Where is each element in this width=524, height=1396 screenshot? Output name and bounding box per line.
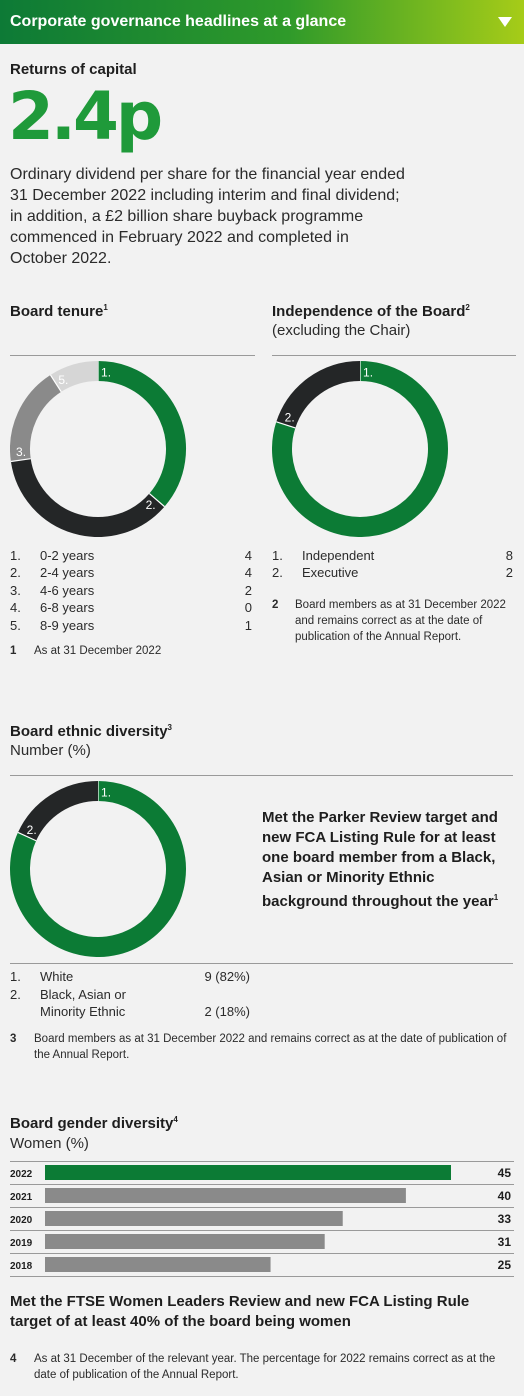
bar: [45, 1257, 271, 1272]
legend-item: 2. Executive 2: [272, 565, 513, 580]
bar-category-label: 2019: [10, 1238, 33, 1249]
header-title: Corporate governance headlines at a glance: [10, 13, 347, 30]
legend-item: 1. Independent 8: [272, 548, 513, 563]
gender-bar-chart: [10, 1161, 514, 1278]
donut-slice: [27, 791, 98, 837]
ethnic-rule: [10, 775, 513, 776]
bar-value-label: 31: [497, 1235, 511, 1249]
legend-item: 3. 4-6 years 2: [10, 583, 252, 598]
slice-label: 5.: [58, 373, 69, 388]
bar-category-label: 2020: [10, 1215, 33, 1226]
slice-label: 2.: [26, 822, 37, 837]
returns-description: Ordinary dividend per share for the financial year ended 31 December 2022 including interim and final dividend; in addition, a £2 billion share buyback programme commenced in February 2022 and completed in October 2022.: [10, 166, 405, 267]
bar-value-label: 40: [497, 1189, 511, 1203]
independence-heading: Independence of the Board$^2$: [272, 303, 470, 320]
bar-category-label: 2018: [10, 1261, 33, 1272]
donut-slice: [98, 371, 176, 500]
gender-subheading: Women (%): [10, 1135, 89, 1152]
slice-label: 1.: [101, 785, 112, 800]
legend-item: 1. 0-2 years 4: [10, 548, 252, 563]
donut-slice: [286, 371, 360, 425]
chevron-down-icon[interactable]: [498, 17, 512, 27]
bar-value-label: 33: [497, 1212, 511, 1226]
ethnic-subheading: Number (%): [10, 742, 91, 759]
bar: [45, 1165, 451, 1180]
legend-item: 2. Black, Asian or: [10, 987, 126, 1002]
tenure-heading: Board tenure$^1$: [10, 303, 108, 320]
legend-item: 2. 2-4 years 4: [10, 565, 252, 580]
independence-donut-chart: [272, 361, 452, 537]
slice-label: 2.: [145, 498, 156, 513]
gender-heading: Board gender diversity$^4$: [10, 1115, 178, 1132]
slice-label: 2.: [284, 410, 295, 425]
bar-value-label: 45: [497, 1166, 511, 1180]
slice-label: 1.: [363, 365, 374, 380]
donut-slice: [21, 460, 157, 527]
independence-rule: [272, 355, 516, 356]
bar-category-label: 2021: [10, 1192, 33, 1203]
slice-label: 3.: [16, 444, 27, 459]
legend-item: 4. 6-8 years 0: [10, 600, 252, 615]
bar: [45, 1188, 406, 1203]
section-header[interactable]: [0, 0, 524, 44]
legend-item: 1. White 9 (82%): [10, 969, 250, 984]
ethnic-callout: Met the Parker Review target and new FCA Listing Rule for at least one board member from a Black, Asian or Minority Ethnic background throughout the year$^1$: [262, 809, 499, 910]
gender-callout: Met the FTSE Women Leaders Review and new FCA Listing Rule target of at least 40% of the board being women: [10, 1293, 470, 1330]
legend-item: Minority Ethnic 2 (18%): [40, 1004, 250, 1019]
tenure-donut-chart: [10, 361, 190, 537]
bar: [45, 1234, 325, 1249]
returns-heading: Returns of capital: [10, 61, 137, 78]
returns-value: 2.4p: [8, 78, 161, 155]
ethnic-heading: Board ethnic diversity$^3$: [10, 723, 172, 740]
independence-subheading: (excluding the Chair): [272, 322, 411, 339]
ethnic-legend-rule: [10, 963, 513, 964]
slice-label: 1.: [101, 365, 112, 380]
bar-category-label: 2022: [10, 1169, 33, 1180]
bar: [45, 1211, 343, 1226]
tenure-rule: [10, 355, 255, 356]
ethnic-donut-chart: [10, 781, 190, 957]
bar-value-label: 25: [497, 1258, 511, 1272]
legend-item: 5. 8-9 years 1: [10, 618, 252, 633]
